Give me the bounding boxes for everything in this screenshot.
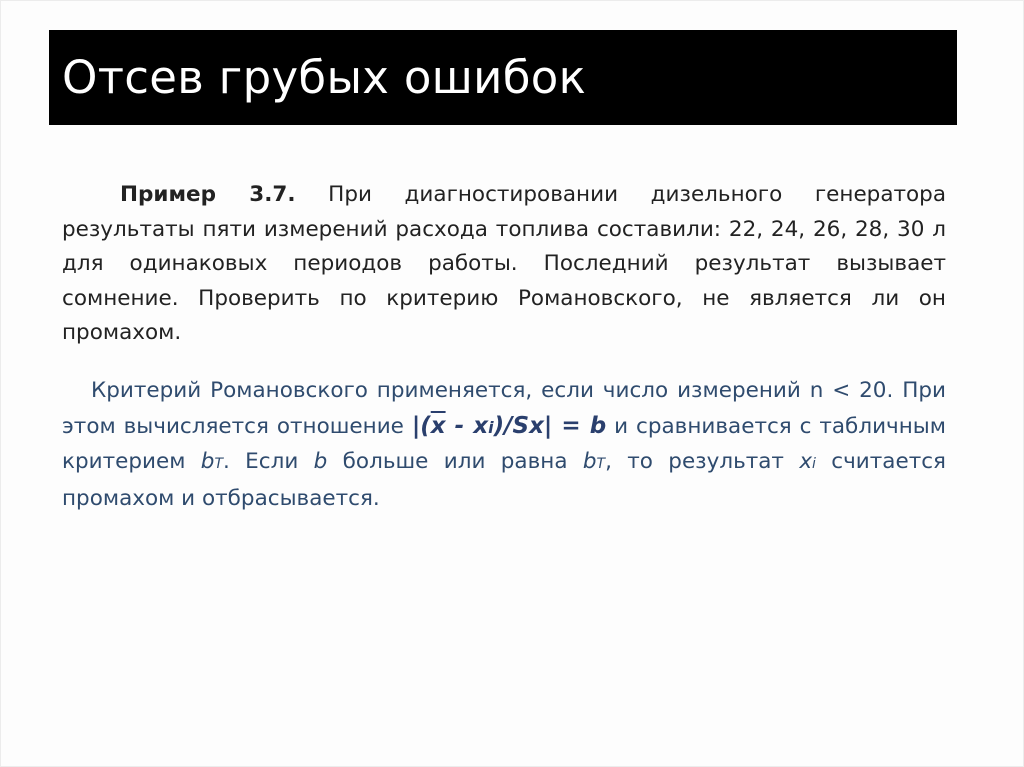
title-bar [49,30,957,125]
b-symbol: b [313,449,328,474]
formula-minus-x: - x [445,412,489,439]
bt2-subscript: T [596,456,606,472]
criterion-mid-1: и сравнивается с табличным критерием [62,413,946,474]
example-label: Пример 3.7. [120,182,296,207]
table-criterion-bt-2 [583,449,605,474]
formula-close: )/Sx| = b [493,412,607,439]
example-text: При диагностировании дизельного генератора результаты пяти измерений расхода топлива составили: 22, 24, 26, 28, 30 л для одинаковых периодов работы. Последний результат вызывает сомнение. Проверить по критерию Романовского, не является ли он промахом. [62,182,946,345]
criterion-paragraph [62,374,946,516]
bt-subscript: T [214,456,223,472]
formula-open: |( [411,412,431,439]
formula-index-i: i [488,417,494,437]
ratio-formula [412,413,606,439]
criterion-tail: считается промахом и отбрасывается. [62,449,946,511]
criterion-intro: Критерий Романовского применяется, если число измерений n < 20. При этом вычисляется отношение [62,378,946,439]
formula-mean-x: $\overline{x}$ [430,412,446,439]
criterion-mid-2: . Если [223,449,314,474]
criterion-mid-4: , то результат [605,449,800,474]
slide-title: Отсев грубых ошибок [62,51,587,104]
criterion-mid-3: больше или равна [327,449,583,474]
bt-symbol: b [200,449,215,474]
result-xi [799,449,816,474]
xi-subscript: i [812,456,816,472]
table-criterion-bt [201,449,223,474]
bt2-symbol: b [582,449,597,474]
example-paragraph [62,178,946,351]
xi-symbol: x [799,449,813,474]
